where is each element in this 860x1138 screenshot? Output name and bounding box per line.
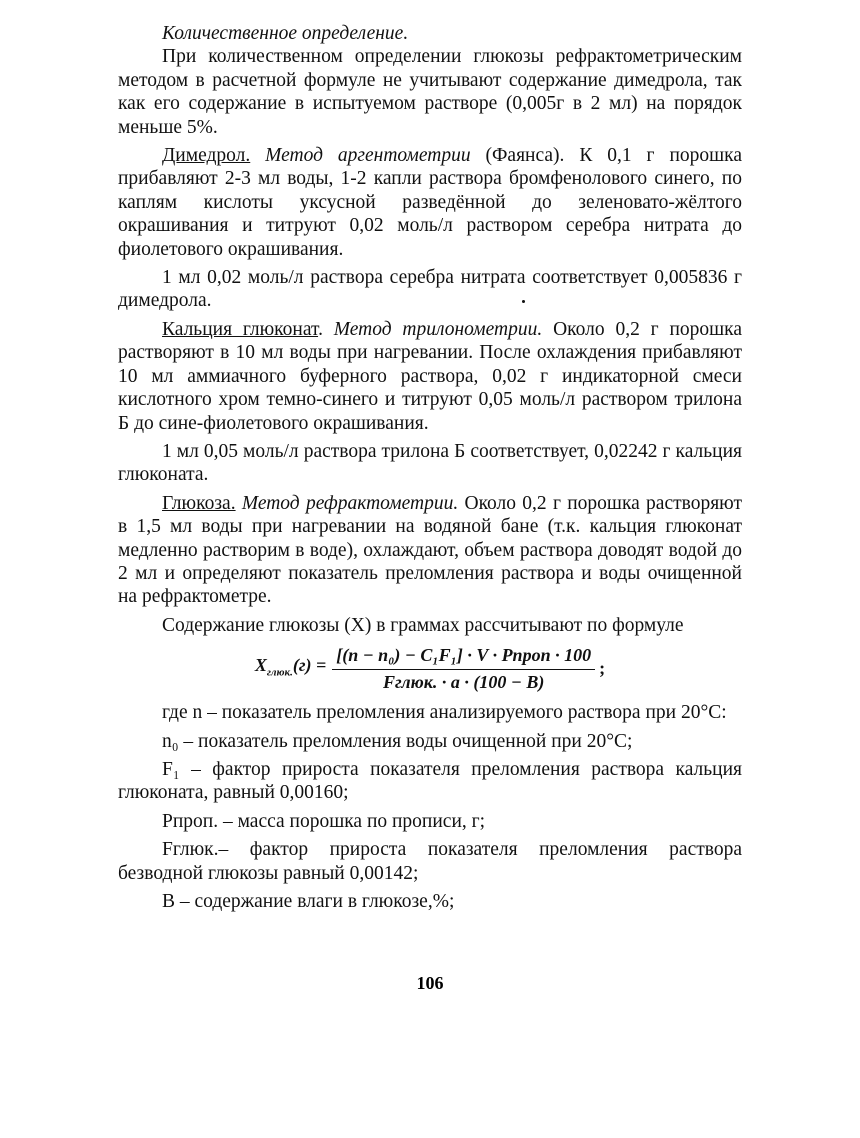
formula-denominator: Fглюк. · a · (100 − B) [383, 671, 545, 692]
paragraph-glucose [118, 492, 742, 609]
definition-b: B – содержание влаги в глюкозе,%; [162, 891, 455, 912]
formula-lhs-sub: глюк. [266, 666, 293, 679]
definition-f-gluk: Fглюк.– фактор прироста показателя преломления раствора безводной глюкозы равный 0,00142; [118, 839, 742, 884]
formula-lhs-symbol: X [254, 654, 267, 675]
paragraph-intro: При количественном определении глюкозы рефрактометрическим методом в расчетной формуле не учитывают содержание димедрола, так как его содержание в испытуемом растворе (0,005г в 2 мл) на порядок меньше 5%. [118, 46, 742, 138]
glucose-formula [118, 639, 742, 699]
formula-lhs [255, 654, 326, 685]
page-text [118, 22, 742, 918]
definition-f1: F₁ – фактор прироста показателя преломления раствора кальция глюконата, равный 0,00160; [118, 758, 742, 804]
calcium-method: Метод трилонометрии. [333, 318, 543, 340]
formula-numerator: [(n − n₀) − C₁F₁] · V · Pпроп · 100 [332, 644, 595, 669]
dimedrol-title: Димедрол. [162, 145, 251, 167]
calcium-text: Около 0,2 г порошка растворяют в 10 мл воды при нагревании. После охлаждения прибавляют 10 мл аммиачного буферного раствора, 0,02 г индикаторной смеси кислотного хром темно-синего и титруют 0,05 моль/л раствором трилона Б до сине-фиолетового окрашивания. [118, 318, 743, 434]
dimedrol-method: Метод аргентометрии [265, 145, 471, 167]
paragraph-dimedrol-equivalent: 1 мл 0,02 моль/л раствора серебра нитрата соответствует 0,005836 г димедрола. [118, 267, 742, 312]
definition-n0: n₀ – показатель преломления воды очищенной при 20°С; [162, 730, 633, 752]
formula-end: ; [599, 658, 606, 679]
dimedrol-text: (Фаянса). К 0,1 г порошка прибавляют 2-3 мл воды, 1-2 капли раствора бромфенолового синего, по каплям кислоты уксусной разведённой до зеленовато-жёлтого окрашивания и титруют 0,02 моль/л раствором серебра нитрата до фиолетового окрашивания. [118, 145, 742, 260]
paragraph-calcium [118, 318, 742, 435]
glucose-method: Метод рефрактометрии. [241, 492, 459, 514]
section-heading: Количественное определение. [162, 23, 409, 44]
page-number: 106 [416, 973, 444, 993]
glucose-text: Около 0,2 г порошка растворяют в 1,5 мл воды при нагревании на водяной бане (т.к. кальция глюконат медленно растворим в воде), охлаждают, объем раствора доводят водой до 2 мл и определяют показатель преломления раствора и воды очищенной на рефрактометре. [118, 492, 743, 608]
formula-fraction [332, 644, 595, 694]
paragraph-formula-intro: Содержание глюкозы (X) в граммах рассчитывают по формуле [162, 614, 684, 636]
definition-n: где n – показатель преломления анализируемого раствора при 20°С: [162, 702, 727, 724]
scan-speck [522, 300, 525, 303]
calcium-sep: . [318, 318, 334, 340]
definition-p-prop: Pпроп. – масса порошка по прописи, г; [162, 810, 486, 832]
formula-lhs-arg: (г) = [292, 654, 327, 675]
glucose-title: Глюкоза. [162, 492, 236, 514]
paragraph-calcium-equivalent: 1 мл 0,05 моль/л раствора трилона Б соответствует, 0,02242 г кальция глюконата. [118, 440, 742, 486]
calcium-title: Кальция глюконат [162, 318, 319, 340]
paragraph-dimedrol [118, 144, 742, 261]
